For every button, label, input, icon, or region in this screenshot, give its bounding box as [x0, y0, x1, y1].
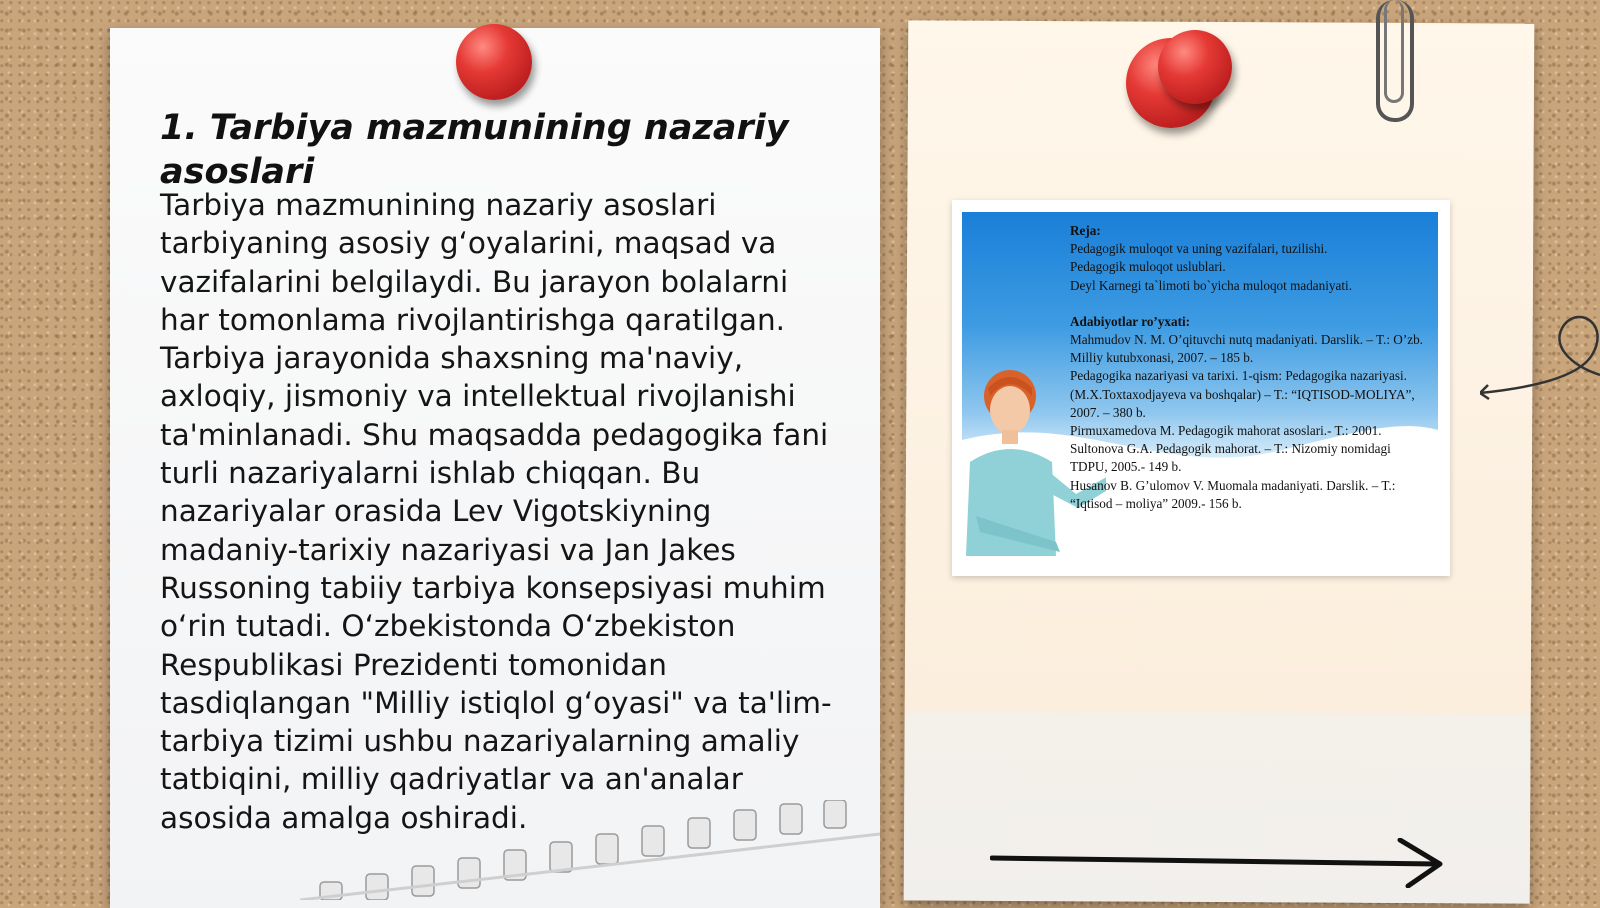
slide-literature-item: Pedagogika nazariyasi va tarixi. 1-qism: Pedagogika nazariyasi. (M.X.Toxtaxodjayeva va boshqalar) – T.: “IQTISOD-MOLIYA”, 2007. – 380 b. [1070, 368, 1415, 420]
slide-literature-item: Mahmudov N. M. O’qituvchi nutq madaniyati. Darslik. – T.: O’zb. Milliy kutubxonasi, 2007. – 185 b. [1070, 332, 1423, 366]
slide-plan-item: Deyl Karnegi ta`limoti bo`yicha muloqot madaniyati. [1070, 277, 1352, 293]
slide-plan-heading: Reja: [1070, 223, 1101, 238]
slide-text-block [1070, 222, 1430, 513]
embedded-slide-image [952, 200, 1450, 576]
slide-plan-item: Pedagogik muloqot uslublari. [1070, 259, 1226, 275]
red-pushpin-right-front [1158, 30, 1232, 104]
red-pushpin-left [456, 24, 532, 100]
slide-literature-item: Husanov B. G’ulomov V. Muomala madaniyati. Darslik. – T.: “Iqtisod – moliya” 2009.- 156 b. [1070, 477, 1396, 511]
slide-literature-heading: Adabiyotlar ro’yxati: [1070, 313, 1191, 329]
arrow-right-icon [990, 838, 1450, 888]
slide-literature-item: Pirmuxamedova M. Pedagogik mahorat asoslari.- T.: 2001. [1070, 423, 1382, 439]
section-title: 1. Tarbiya mazmunining nazariy asoslari [160, 108, 789, 192]
string-loop-decoration [1480, 305, 1600, 415]
slide-plan-item: Pedagogik muloqot va uning vazifalari, tuzilishi. [1070, 241, 1328, 257]
paperclip-inner-loop [1384, 0, 1404, 103]
slide-literature-item: Sultonova G.A. Pedagogik mahorat. – T.: Nizomiy nomidagi TDPU, 2005.- 149 b. [1070, 441, 1391, 475]
section-body-text: Tarbiya mazmunining nazariy asoslari tarbiyaning asosiy g‘oyalarini, maqsad va vazifalarini belgilaydi. Bu jarayon bolalarni har tomonlama rivojlantirishga qaratilgan. Tarbiya jarayonida shaxsning ma'naviy, axloqiy, jismoniy va intellektual rivojlanishi ta'minlanadi. Shu maqsadda pedagogika fani turli nazariyalarni ishlab chiqqan. Bu nazariyalar orasida Lev Vigotskiyning madaniy-tarixiy nazariyasi va Jan Jakes Russoning tabiiy tarbiya konsepsiyasi muhim o‘rin tutadi. O‘zbekistonda O‘zbekiston Respublikasi Prezidenti tomonidan tasdiqlangan "Milliy istiqlol g‘oyasi" va ta'lim-tarbiya tizimi ushbu nazariyalarning amaliy tatbiqini, milliy qadriyatlar va an'analar asosida amalga oshiradi. [160, 188, 832, 835]
